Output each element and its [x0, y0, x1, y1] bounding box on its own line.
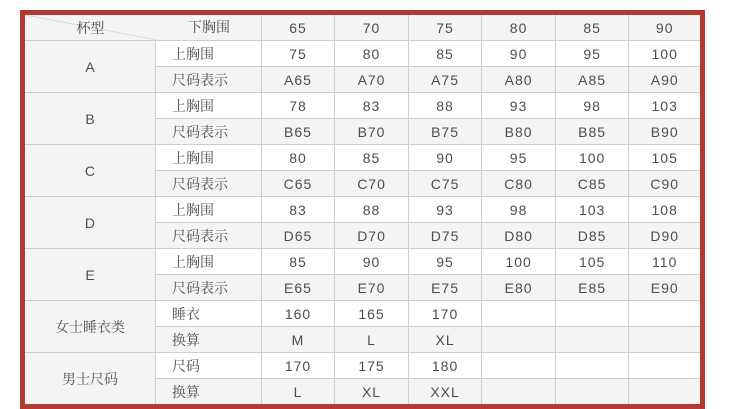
value-cell: D75	[408, 223, 482, 249]
value-cell: C65	[261, 171, 335, 197]
value-cell: E70	[335, 275, 409, 301]
band-size-header: 90	[629, 13, 703, 41]
category-cell: 男士尺码	[23, 353, 156, 407]
value-cell: 95	[555, 41, 629, 67]
value-cell: 75	[261, 41, 335, 67]
value-cell: E75	[408, 275, 482, 301]
value-cell	[555, 327, 629, 353]
value-cell: 105	[555, 249, 629, 275]
value-cell: 98	[482, 197, 556, 223]
row-label-cell: 尺码	[155, 353, 261, 379]
category-cell: B	[23, 93, 156, 145]
value-cell: 80	[261, 145, 335, 171]
value-cell: XL	[408, 327, 482, 353]
table-row	[23, 249, 703, 275]
value-cell	[629, 301, 703, 327]
value-cell: L	[261, 379, 335, 407]
value-cell: D80	[482, 223, 556, 249]
value-cell: 90	[335, 249, 409, 275]
value-cell: 98	[555, 93, 629, 119]
value-cell: D70	[335, 223, 409, 249]
value-cell	[555, 353, 629, 379]
row-label-cell: 换算	[155, 379, 261, 407]
value-cell: E85	[555, 275, 629, 301]
value-cell: 165	[335, 301, 409, 327]
value-cell: C75	[408, 171, 482, 197]
value-cell	[482, 301, 556, 327]
value-cell: 95	[482, 145, 556, 171]
table-row	[23, 41, 703, 67]
row-label-cell: 睡衣	[155, 301, 261, 327]
value-cell: XL	[335, 379, 409, 407]
corner-label-cup-type: 杯型	[76, 20, 105, 36]
value-cell	[629, 327, 703, 353]
value-cell: D65	[261, 223, 335, 249]
band-size-header: 70	[335, 13, 409, 41]
value-cell	[555, 301, 629, 327]
value-cell: B70	[335, 119, 409, 145]
table-row	[23, 301, 703, 327]
table-row	[23, 145, 703, 171]
band-size-header: 85	[555, 13, 629, 41]
value-cell: D90	[629, 223, 703, 249]
band-size-header: 65	[261, 13, 335, 41]
band-size-header: 80	[482, 13, 556, 41]
value-cell	[482, 327, 556, 353]
bra-size-table	[20, 10, 705, 409]
value-cell: 105	[629, 145, 703, 171]
value-cell: 93	[408, 197, 482, 223]
value-cell: 90	[408, 145, 482, 171]
value-cell: 103	[555, 197, 629, 223]
value-cell: 88	[408, 93, 482, 119]
value-cell: 80	[335, 41, 409, 67]
value-cell: 78	[261, 93, 335, 119]
value-cell	[482, 379, 556, 407]
value-cell: 88	[335, 197, 409, 223]
value-cell: A80	[482, 67, 556, 93]
value-cell: 85	[335, 145, 409, 171]
corner-header-cell	[23, 13, 262, 41]
value-cell: B90	[629, 119, 703, 145]
value-cell: 83	[335, 93, 409, 119]
value-cell	[555, 379, 629, 407]
row-label-cell: 上胸围	[155, 41, 261, 67]
value-cell	[629, 379, 703, 407]
row-label-cell: 上胸围	[155, 249, 261, 275]
value-cell: B85	[555, 119, 629, 145]
table-row	[23, 197, 703, 223]
value-cell: 103	[629, 93, 703, 119]
value-cell: A90	[629, 67, 703, 93]
value-cell: A85	[555, 67, 629, 93]
value-cell: L	[335, 327, 409, 353]
value-cell	[482, 353, 556, 379]
value-cell: 180	[408, 353, 482, 379]
value-cell: 160	[261, 301, 335, 327]
value-cell: XXL	[408, 379, 482, 407]
value-cell: E90	[629, 275, 703, 301]
row-label-cell: 尺码表示	[155, 119, 261, 145]
row-label-cell: 换算	[155, 327, 261, 353]
row-label-cell: 上胸围	[155, 93, 261, 119]
value-cell: 170	[408, 301, 482, 327]
value-cell: C70	[335, 171, 409, 197]
value-cell	[629, 353, 703, 379]
row-label-cell: 尺码表示	[155, 67, 261, 93]
value-cell: 110	[629, 249, 703, 275]
value-cell: 100	[482, 249, 556, 275]
value-cell: 100	[629, 41, 703, 67]
row-label-cell: 尺码表示	[155, 223, 261, 249]
value-cell: 100	[555, 145, 629, 171]
value-cell: A65	[261, 67, 335, 93]
value-cell: 175	[335, 353, 409, 379]
value-cell: 108	[629, 197, 703, 223]
table-row	[23, 353, 703, 379]
value-cell: E65	[261, 275, 335, 301]
category-cell: E	[23, 249, 156, 301]
row-label-cell: 上胸围	[155, 145, 261, 171]
value-cell: 170	[261, 353, 335, 379]
row-label-cell: 尺码表示	[155, 275, 261, 301]
size-table-body	[23, 41, 703, 407]
value-cell: B65	[261, 119, 335, 145]
row-label-cell: 上胸围	[155, 197, 261, 223]
category-cell: 女士睡衣类	[23, 301, 156, 353]
value-cell: B75	[408, 119, 482, 145]
value-cell: C90	[629, 171, 703, 197]
value-cell: D85	[555, 223, 629, 249]
value-cell: A75	[408, 67, 482, 93]
value-cell: 85	[408, 41, 482, 67]
header-row	[23, 13, 703, 41]
value-cell: M	[261, 327, 335, 353]
category-cell: D	[23, 197, 156, 249]
value-cell: 90	[482, 41, 556, 67]
row-label-cell: 尺码表示	[155, 171, 261, 197]
value-cell: A70	[335, 67, 409, 93]
table-row	[23, 93, 703, 119]
value-cell: 83	[261, 197, 335, 223]
value-cell: C80	[482, 171, 556, 197]
band-size-header: 75	[408, 13, 482, 41]
corner-label-underbust: 下胸围	[188, 19, 230, 35]
category-cell: C	[23, 145, 156, 197]
category-cell: A	[23, 41, 156, 93]
value-cell: 93	[482, 93, 556, 119]
value-cell: E80	[482, 275, 556, 301]
value-cell: B80	[482, 119, 556, 145]
value-cell: C85	[555, 171, 629, 197]
value-cell: 95	[408, 249, 482, 275]
value-cell: 85	[261, 249, 335, 275]
